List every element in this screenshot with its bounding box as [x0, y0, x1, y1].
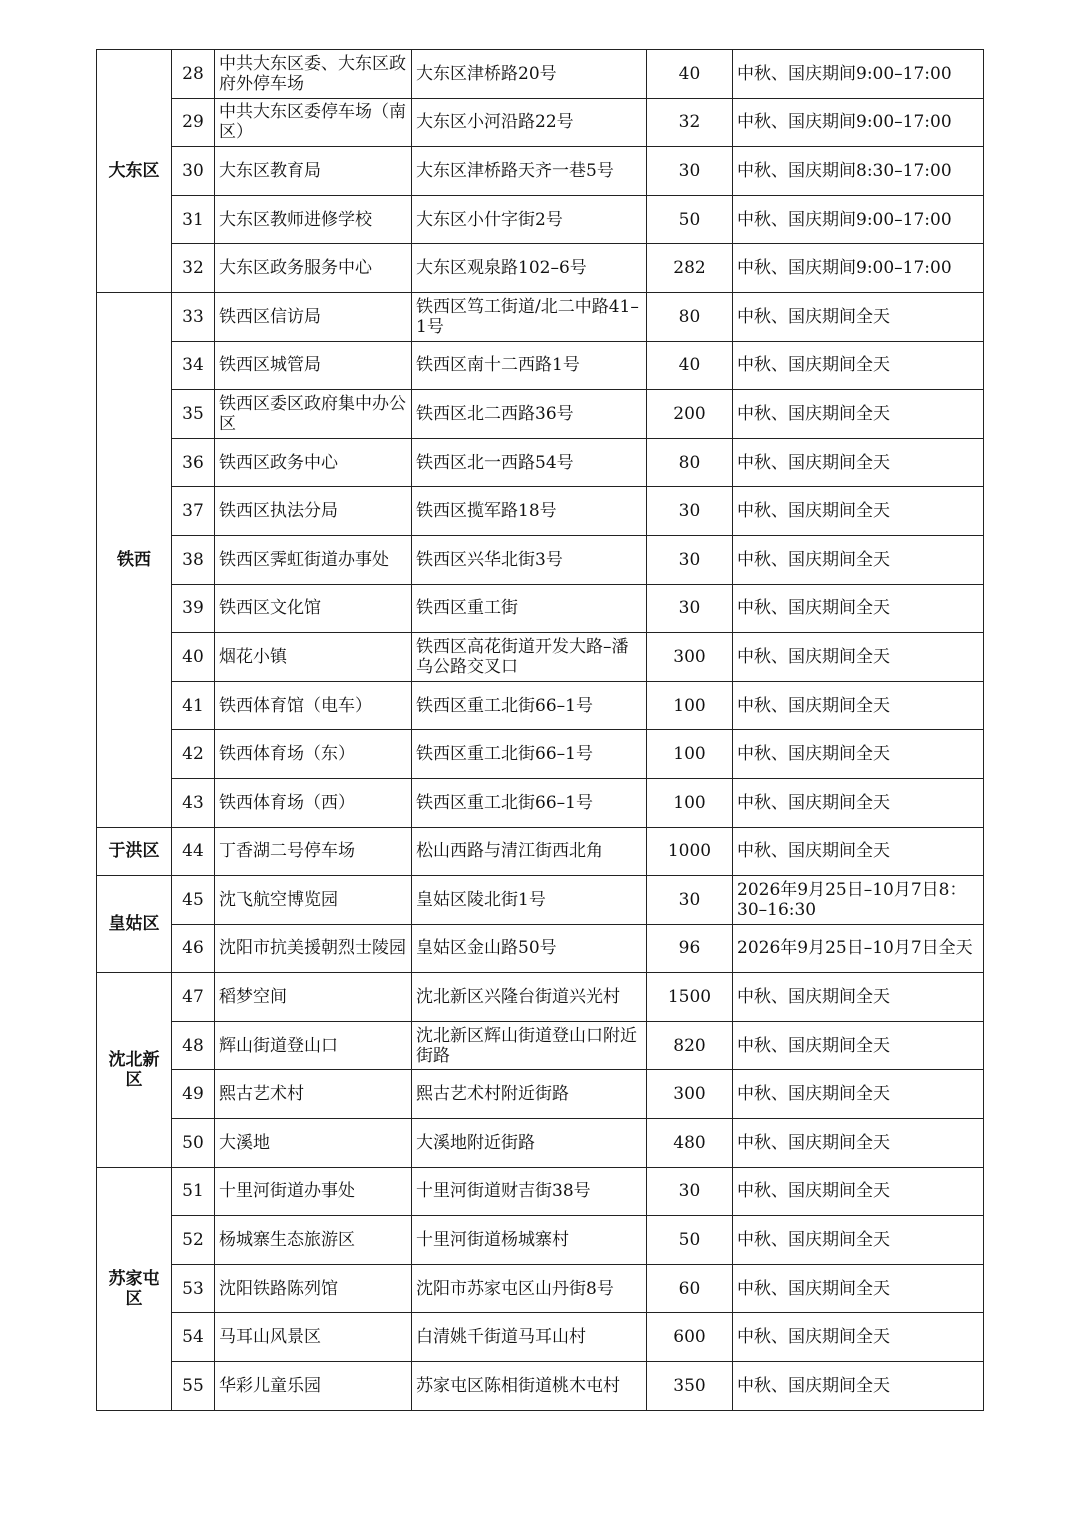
lot-name-cell: 铁西体育场（东） — [215, 730, 412, 779]
address-cell: 铁西区北一西路54号 — [412, 438, 647, 487]
spaces-cell: 600 — [647, 1313, 733, 1362]
district-cell: 皇姑区 — [97, 876, 172, 973]
spaces-cell: 96 — [647, 924, 733, 973]
spaces-cell: 1500 — [647, 973, 733, 1022]
row-number-cell: 36 — [172, 438, 215, 487]
lot-name-cell: 十里河街道办事处 — [215, 1167, 412, 1216]
spaces-cell: 40 — [647, 50, 733, 99]
row-number-cell: 42 — [172, 730, 215, 779]
open-time-cell: 中秋、国庆期间全天 — [733, 681, 984, 730]
lot-name-cell: 华彩儿童乐园 — [215, 1362, 412, 1411]
spaces-cell: 50 — [647, 195, 733, 244]
open-time-cell: 中秋、国庆期间全天 — [733, 1362, 984, 1411]
open-time-cell: 中秋、国庆期间全天 — [733, 1313, 984, 1362]
row-number-cell: 51 — [172, 1167, 215, 1216]
address-cell: 苏家屯区陈相街道桃木屯村 — [412, 1362, 647, 1411]
district-cell: 于洪区 — [97, 827, 172, 876]
address-cell: 熙古艺术村附近街路 — [412, 1070, 647, 1119]
table-row — [97, 1362, 984, 1411]
spaces-cell: 32 — [647, 98, 733, 147]
row-number-cell: 28 — [172, 50, 215, 99]
lot-name-cell: 中共大东区委停车场（南区） — [215, 98, 412, 147]
address-cell: 皇姑区陵北街1号 — [412, 876, 647, 925]
lot-name-cell: 铁西区委区政府集中办公区 — [215, 390, 412, 439]
address-cell: 铁西区南十二西路1号 — [412, 341, 647, 390]
table-row — [97, 1313, 984, 1362]
address-cell: 铁西区兴华北街3号 — [412, 535, 647, 584]
address-cell: 铁西区重工街 — [412, 584, 647, 633]
address-cell: 铁西区北二西路36号 — [412, 390, 647, 439]
spaces-cell: 30 — [647, 584, 733, 633]
address-cell: 沈阳市苏家屯区山丹街8号 — [412, 1264, 647, 1313]
table-row — [97, 195, 984, 244]
parking-lot-table — [96, 49, 984, 1411]
table-row — [97, 50, 984, 99]
address-cell: 大东区津桥路20号 — [412, 50, 647, 99]
address-cell: 铁西区重工北街66–1号 — [412, 730, 647, 779]
row-number-cell: 29 — [172, 98, 215, 147]
spaces-cell: 100 — [647, 681, 733, 730]
table-row — [97, 1070, 984, 1119]
table-row — [97, 1119, 984, 1168]
row-number-cell: 44 — [172, 827, 215, 876]
table-row — [97, 973, 984, 1022]
address-cell: 铁西区高花街道开发大路–潘乌公路交叉口 — [412, 633, 647, 682]
lot-name-cell: 铁西区信访局 — [215, 292, 412, 341]
open-time-cell: 中秋、国庆期间全天 — [733, 1264, 984, 1313]
table-row — [97, 390, 984, 439]
lot-name-cell: 大东区教育局 — [215, 147, 412, 196]
open-time-cell: 中秋、国庆期间全天 — [733, 1070, 984, 1119]
address-cell: 松山西路与清江街西北角 — [412, 827, 647, 876]
table-row — [97, 876, 984, 925]
spaces-cell: 480 — [647, 1119, 733, 1168]
lot-name-cell: 铁西区政务中心 — [215, 438, 412, 487]
table-row — [97, 341, 984, 390]
spaces-cell: 30 — [647, 1167, 733, 1216]
lot-name-cell: 马耳山风景区 — [215, 1313, 412, 1362]
table-body — [97, 50, 984, 1411]
lot-name-cell: 铁西体育馆（电车） — [215, 681, 412, 730]
address-cell: 铁西区揽军路18号 — [412, 487, 647, 536]
lot-name-cell: 沈阳市抗美援朝烈士陵园 — [215, 924, 412, 973]
open-time-cell: 中秋、国庆期间全天 — [733, 341, 984, 390]
lot-name-cell: 沈阳铁路陈列馆 — [215, 1264, 412, 1313]
table-row — [97, 147, 984, 196]
spaces-cell: 50 — [647, 1216, 733, 1265]
address-cell: 大溪地附近街路 — [412, 1119, 647, 1168]
table-row — [97, 633, 984, 682]
address-cell: 十里河街道财吉街38号 — [412, 1167, 647, 1216]
spaces-cell: 282 — [647, 244, 733, 293]
open-time-cell: 中秋、国庆期间全天 — [733, 730, 984, 779]
spaces-cell: 30 — [647, 876, 733, 925]
spaces-cell: 80 — [647, 292, 733, 341]
table-row — [97, 438, 984, 487]
spaces-cell: 300 — [647, 1070, 733, 1119]
spaces-cell: 30 — [647, 147, 733, 196]
lot-name-cell: 铁西区城管局 — [215, 341, 412, 390]
open-time-cell: 中秋、国庆期间全天 — [733, 1021, 984, 1070]
spaces-cell: 300 — [647, 633, 733, 682]
spaces-cell: 30 — [647, 487, 733, 536]
open-time-cell: 中秋、国庆期间全天 — [733, 390, 984, 439]
address-cell: 大东区小什字街2号 — [412, 195, 647, 244]
spaces-cell: 820 — [647, 1021, 733, 1070]
district-cell: 大东区 — [97, 50, 172, 293]
row-number-cell: 38 — [172, 535, 215, 584]
lot-name-cell: 铁西体育场（西） — [215, 778, 412, 827]
address-cell: 大东区观泉路102–6号 — [412, 244, 647, 293]
lot-name-cell: 中共大东区委、大东区政府外停车场 — [215, 50, 412, 99]
address-cell: 十里河街道杨城寨村 — [412, 1216, 647, 1265]
row-number-cell: 49 — [172, 1070, 215, 1119]
row-number-cell: 50 — [172, 1119, 215, 1168]
row-number-cell: 45 — [172, 876, 215, 925]
table-row — [97, 1167, 984, 1216]
address-cell: 大东区小河沿路22号 — [412, 98, 647, 147]
row-number-cell: 43 — [172, 778, 215, 827]
open-time-cell: 中秋、国庆期间全天 — [733, 1216, 984, 1265]
open-time-cell: 2026年9月25日–10月7日8：30–16:30 — [733, 876, 984, 925]
spaces-cell: 350 — [647, 1362, 733, 1411]
row-number-cell: 35 — [172, 390, 215, 439]
spaces-cell: 200 — [647, 390, 733, 439]
row-number-cell: 54 — [172, 1313, 215, 1362]
spaces-cell: 60 — [647, 1264, 733, 1313]
open-time-cell: 中秋、国庆期间全天 — [733, 973, 984, 1022]
row-number-cell: 41 — [172, 681, 215, 730]
district-cell: 沈北新区 — [97, 973, 172, 1167]
table-row — [97, 1021, 984, 1070]
open-time-cell: 中秋、国庆期间全天 — [733, 633, 984, 682]
open-time-cell: 中秋、国庆期间9:00–17:00 — [733, 244, 984, 293]
row-number-cell: 37 — [172, 487, 215, 536]
open-time-cell: 中秋、国庆期间9:00–17:00 — [733, 195, 984, 244]
address-cell: 铁西区笃工街道/北二中路41–1号 — [412, 292, 647, 341]
row-number-cell: 46 — [172, 924, 215, 973]
open-time-cell: 中秋、国庆期间9:00–17:00 — [733, 50, 984, 99]
address-cell: 大东区津桥路天齐一巷5号 — [412, 147, 647, 196]
row-number-cell: 32 — [172, 244, 215, 293]
table-row — [97, 292, 984, 341]
row-number-cell: 47 — [172, 973, 215, 1022]
open-time-cell: 中秋、国庆期间全天 — [733, 584, 984, 633]
address-cell: 沈北新区辉山街道登山口附近街路 — [412, 1021, 647, 1070]
row-number-cell: 55 — [172, 1362, 215, 1411]
open-time-cell: 中秋、国庆期间全天 — [733, 778, 984, 827]
open-time-cell: 2026年9月25日–10月7日全天 — [733, 924, 984, 973]
open-time-cell: 中秋、国庆期间全天 — [733, 292, 984, 341]
address-cell: 铁西区重工北街66–1号 — [412, 778, 647, 827]
open-time-cell: 中秋、国庆期间全天 — [733, 535, 984, 584]
open-time-cell: 中秋、国庆期间全天 — [733, 1167, 984, 1216]
table-row — [97, 98, 984, 147]
lot-name-cell: 丁香湖二号停车场 — [215, 827, 412, 876]
row-number-cell: 39 — [172, 584, 215, 633]
row-number-cell: 53 — [172, 1264, 215, 1313]
open-time-cell: 中秋、国庆期间全天 — [733, 487, 984, 536]
district-cell: 铁西 — [97, 292, 172, 827]
lot-name-cell: 大溪地 — [215, 1119, 412, 1168]
lot-name-cell: 铁西区执法分局 — [215, 487, 412, 536]
table-row — [97, 730, 984, 779]
address-cell: 铁西区重工北街66–1号 — [412, 681, 647, 730]
table-row — [97, 487, 984, 536]
spaces-cell: 100 — [647, 778, 733, 827]
table-row — [97, 778, 984, 827]
table-row — [97, 681, 984, 730]
table-row — [97, 827, 984, 876]
lot-name-cell: 铁西区霁虹街道办事处 — [215, 535, 412, 584]
address-cell: 白清姚千街道马耳山村 — [412, 1313, 647, 1362]
district-cell: 苏家屯区 — [97, 1167, 172, 1410]
lot-name-cell: 大东区教师进修学校 — [215, 195, 412, 244]
lot-name-cell: 烟花小镇 — [215, 633, 412, 682]
row-number-cell: 31 — [172, 195, 215, 244]
row-number-cell: 40 — [172, 633, 215, 682]
lot-name-cell: 熙古艺术村 — [215, 1070, 412, 1119]
lot-name-cell: 铁西区文化馆 — [215, 584, 412, 633]
lot-name-cell: 沈飞航空博览园 — [215, 876, 412, 925]
row-number-cell: 33 — [172, 292, 215, 341]
lot-name-cell: 稻梦空间 — [215, 973, 412, 1022]
open-time-cell: 中秋、国庆期间9:00–17:00 — [733, 98, 984, 147]
table-row — [97, 535, 984, 584]
open-time-cell: 中秋、国庆期间全天 — [733, 438, 984, 487]
spaces-cell: 30 — [647, 535, 733, 584]
row-number-cell: 30 — [172, 147, 215, 196]
row-number-cell: 34 — [172, 341, 215, 390]
table-row — [97, 1264, 984, 1313]
table-row — [97, 1216, 984, 1265]
table-row — [97, 244, 984, 293]
lot-name-cell: 辉山街道登山口 — [215, 1021, 412, 1070]
table-row — [97, 584, 984, 633]
spaces-cell: 1000 — [647, 827, 733, 876]
open-time-cell: 中秋、国庆期间全天 — [733, 827, 984, 876]
row-number-cell: 52 — [172, 1216, 215, 1265]
open-time-cell: 中秋、国庆期间8:30–17:00 — [733, 147, 984, 196]
spaces-cell: 100 — [647, 730, 733, 779]
spaces-cell: 40 — [647, 341, 733, 390]
lot-name-cell: 杨城寨生态旅游区 — [215, 1216, 412, 1265]
row-number-cell: 48 — [172, 1021, 215, 1070]
address-cell: 皇姑区金山路50号 — [412, 924, 647, 973]
spaces-cell: 80 — [647, 438, 733, 487]
table-row — [97, 924, 984, 973]
lot-name-cell: 大东区政务服务中心 — [215, 244, 412, 293]
open-time-cell: 中秋、国庆期间全天 — [733, 1119, 984, 1168]
address-cell: 沈北新区兴隆台街道兴光村 — [412, 973, 647, 1022]
